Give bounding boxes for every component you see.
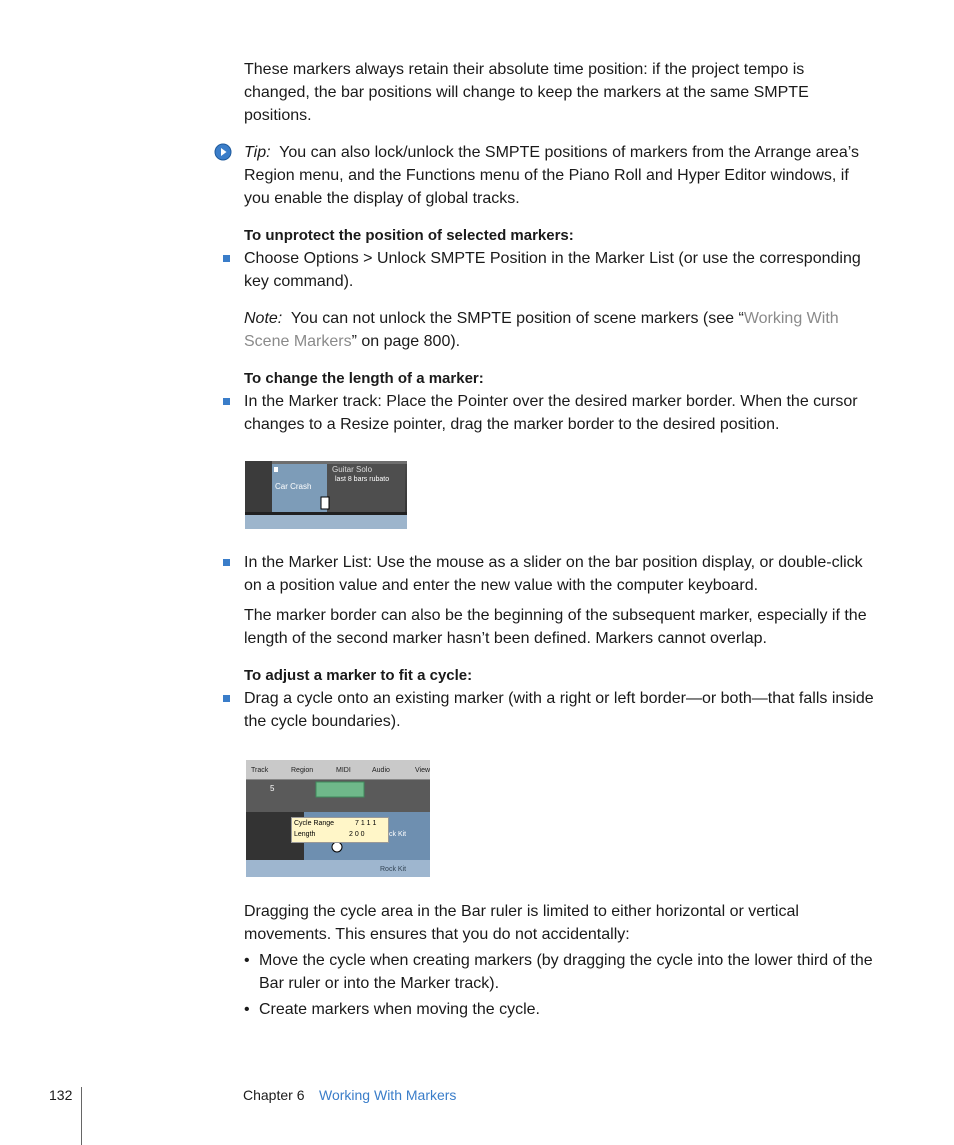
menu-midi[interactable]: MIDI <box>336 767 351 774</box>
note-text-after: ” on page 800). <box>351 333 461 350</box>
paragraph-marker-border: The marker border can also be the beginning of the subsequent marker, especially if the length of the second marker hasn’t been defined. Markers cannot overlap. <box>244 607 867 647</box>
marker-car-crash: Car Crash <box>275 482 312 491</box>
cycle-tooltip <box>291 817 389 843</box>
figure-marker-track <box>245 461 407 529</box>
tooltip-length-value: 2 0 0 <box>349 831 365 838</box>
figure-cycle-range <box>246 760 430 877</box>
menu-view[interactable]: View <box>415 767 430 774</box>
ruler-number: 5 <box>270 784 275 793</box>
bullet-icon <box>223 695 230 702</box>
tooltip-length-label: Length <box>294 831 316 838</box>
heading-change-length: To change the length of a marker: <box>244 370 484 387</box>
footer-chapter-title[interactable]: Working With Markers <box>319 1087 457 1103</box>
tip-text: You can also lock/unlock the SMPTE positions of markers from the Arrange area’s Region menu, and the Functions menu of the Piano Roll and Hyper Editor windows, if you enable the display of global tracks. <box>244 144 859 207</box>
link-scene-markers[interactable]: Working With Scene Markers <box>244 310 839 350</box>
menu-track[interactable]: Track <box>251 767 269 774</box>
tip-paragraph <box>244 141 874 210</box>
bullet-unlock: Choose Options > Unlock SMPTE Position in the Marker List (or use the corresponding key command). <box>244 250 861 290</box>
paragraph-intro: These markers always retain their absolute time position: if the project tempo is changed, the bar positions will change to keep the markers at the same SMPTE positions. <box>244 61 809 124</box>
bullet-icon <box>223 398 230 405</box>
dot-item-2: Create markers when moving the cycle. <box>259 1001 540 1018</box>
footer-divider <box>81 1087 82 1145</box>
heading-unprotect: To unprotect the position of selected markers: <box>244 227 574 244</box>
footer-chapter: Chapter 6 <box>243 1087 305 1103</box>
menu-audio[interactable]: Audio <box>372 767 390 774</box>
tooltip-cycle-label: Cycle Range <box>294 820 335 827</box>
page-number: 132 <box>49 1087 73 1103</box>
region-label: ck Kit <box>389 831 407 838</box>
dot-item-1: Move the cycle when creating markers (by dragging the cycle into the lower third of the Bar ruler or into the Marker track). <box>259 952 873 992</box>
heading-adjust-cycle: To adjust a marker to fit a cycle: <box>244 667 473 684</box>
note-text-before: You can not unlock the SMPTE position of scene markers (see “ <box>290 310 744 327</box>
marker-guitar-solo: Guitar Solo <box>332 465 373 474</box>
bullet-marker-track: In the Marker track: Place the Pointer over the desired marker border. When the cursor changes to a Resize pointer, drag the marker border to the desired position. <box>244 393 858 433</box>
tip-label: Tip: <box>244 144 271 161</box>
bullet-dot-icon: • <box>244 952 250 969</box>
paragraph-dragging: Dragging the cycle area in the Bar ruler is limited to either horizontal or vertical movements. This ensures that you do not accidentally: <box>244 903 799 943</box>
bullet-icon <box>223 559 230 566</box>
menu-region[interactable]: Region <box>291 767 314 774</box>
bullet-icon <box>223 255 230 262</box>
tip-arrow-icon <box>214 143 232 161</box>
bullet-dot-icon: • <box>244 1001 250 1018</box>
bullet-marker-list: In the Marker List: Use the mouse as a slider on the bar position display, or double-click on a position value and enter the new value with the computer keyboard. <box>244 554 863 594</box>
marker-guitar-solo-text: last 8 bars rubato <box>335 476 390 483</box>
bullet-drag-cycle: Drag a cycle onto an existing marker (with a right or left border—or both—that falls inside the cycle boundaries). <box>244 690 874 730</box>
note-label: Note: <box>244 310 283 327</box>
note-paragraph <box>244 307 874 353</box>
tooltip-cycle-value: 7 1 1 1 <box>355 820 377 827</box>
region-label-lower: Rock Kit <box>380 866 407 873</box>
